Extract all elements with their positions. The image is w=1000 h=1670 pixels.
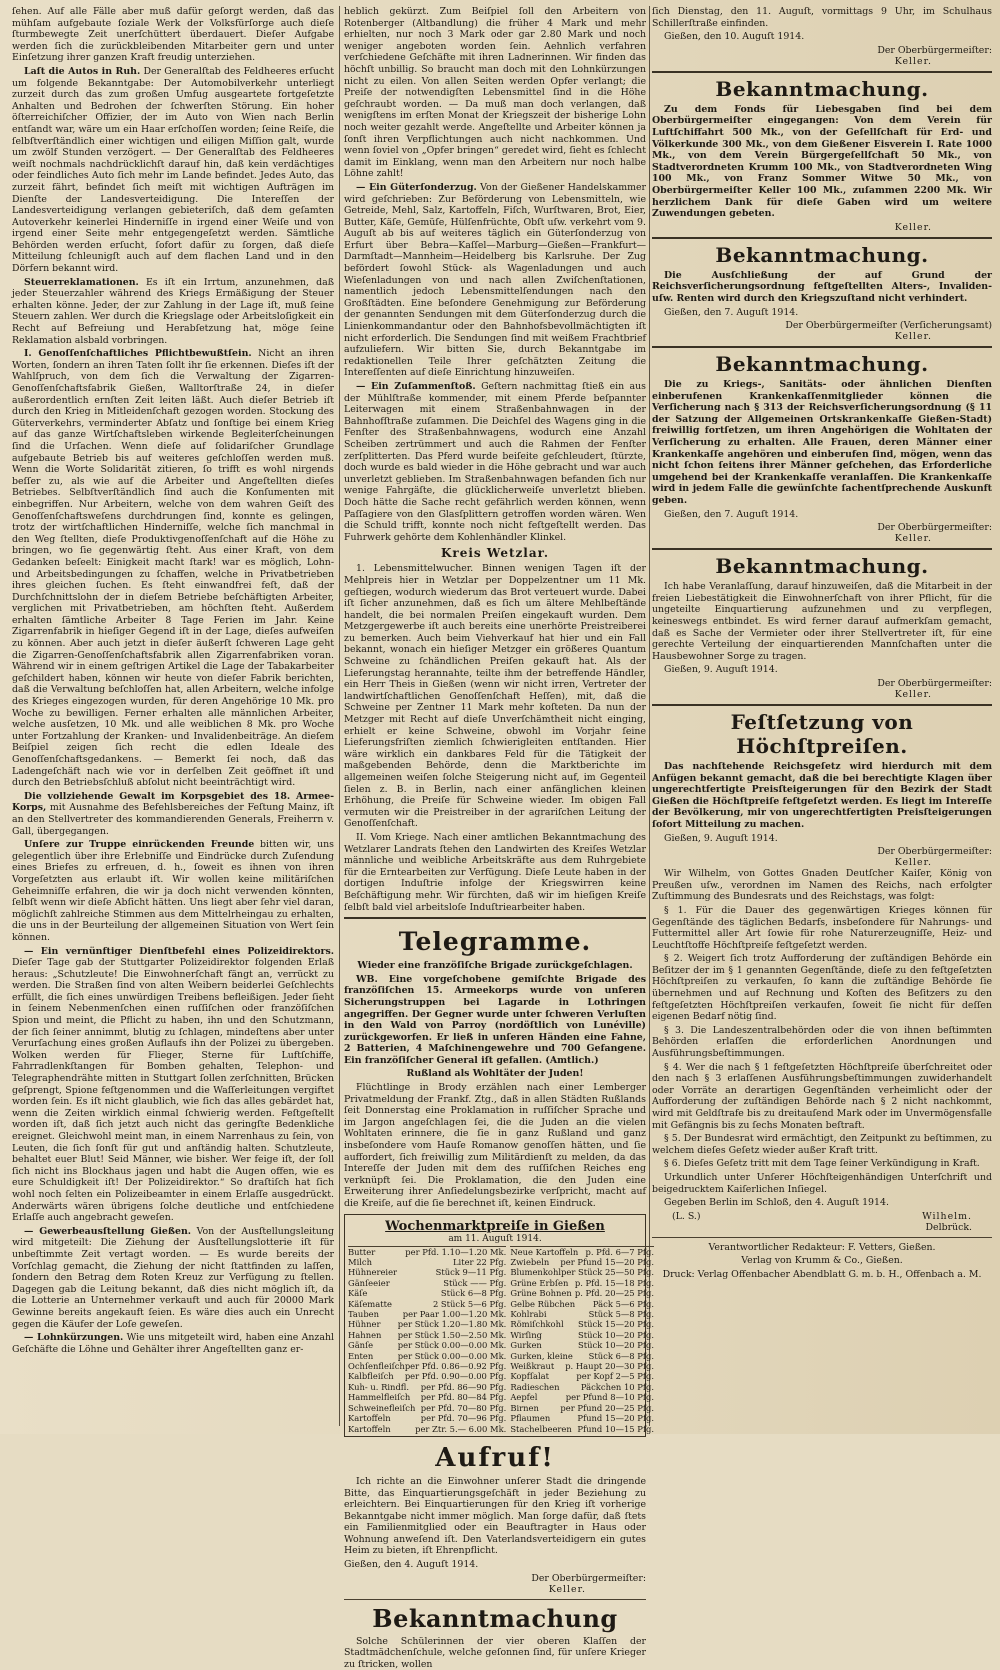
market-price: p. Pfd. 15—18 Pfg. bbox=[574, 1277, 655, 1288]
market-row bbox=[348, 1403, 506, 1413]
market-row bbox=[348, 1247, 506, 1257]
column-rule bbox=[649, 6, 650, 1426]
bekanntmachung-title: Bekanntmachung. bbox=[715, 352, 929, 377]
market-price: Päck 5—6 Pfg. bbox=[592, 1298, 655, 1309]
notice-signature bbox=[652, 678, 992, 700]
market-row bbox=[510, 1330, 654, 1340]
law-text: Gegeben Berlin im Schloß, den 4. Auguſt 1914. bbox=[664, 1197, 889, 1209]
market-row bbox=[510, 1288, 654, 1298]
law-text: § 3. Die Landeszentralbehörden oder die von ihnen beſtimmten Behörden erlaſſen die erforderlichen Anordnungen und Ausführungsbeſtimmungen. bbox=[652, 1024, 992, 1060]
telegram-text: WB. Eine vorgeſchobene gemiſchte Brigade des franzöſiſchen 15. Armeekorps wurde von unſeren Sicherungstruppen bei Lagarde in Lothringen angegriffen. Der Gegner wurde unter ſchweren Verluſten in den Wald von Parroy (nordöſtlich von Lunéville) zurückgeworfen. Er ließ in unſeren Händen eine Fahne, 2 Batterien, 4 Maſchinengewehre und 700 Gefangene. Ein franzöſiſcher General iſt gefallen. (Amtlich.) bbox=[344, 973, 646, 1066]
signature-title: Der Oberbürgermeiſter: bbox=[877, 846, 992, 858]
market-item: Hahnen bbox=[348, 1329, 382, 1340]
law-text: § 5. Der Bundesrat wird ermächtigt, den Zeitpunkt zu beſtimmen, zu welchem dieſes Geſetz wieder außer Kraft tritt. bbox=[652, 1133, 992, 1156]
market-item: Blumenkohl bbox=[510, 1267, 562, 1278]
market-item: Weißkraut bbox=[510, 1361, 555, 1372]
market-item: Gurken, kleine bbox=[510, 1350, 573, 1361]
market-date: am 11. Auguſt 1914. bbox=[448, 1233, 542, 1244]
market-price: per Pfund 20—25 Pfg. bbox=[560, 1402, 655, 1413]
signature-title: Der Oberbürgermeiſter: bbox=[531, 1572, 646, 1584]
column-2 bbox=[344, 6, 655, 1670]
bekanntmachung-text: Ich habe Veranlaſſung, darauf hinzuweiſen, daß die Mitarbeit in der freien Liebestätigkeit die Einwohnerſchaft von ihrer Pflicht, für die ungeteilte Einquartierung aufzunehmen und zu verpflegen, keineswegs entbindet. Es wird ferner darauf aufmerkſam gemacht, daß es Sache der Vermieter oder ihrer Stellvertreter iſt, für eine gerechte Verteilung der einquartierenden Mannſchaften unter die Hausbewohner Sorge zu tragen. bbox=[652, 581, 992, 662]
market-item: Zwiebeln bbox=[510, 1257, 550, 1267]
market-row bbox=[510, 1361, 654, 1371]
market-item: Tauben bbox=[348, 1309, 380, 1320]
divider bbox=[652, 1237, 992, 1238]
article-head: Unſere zur Truppe einrückenden Freunde bbox=[24, 839, 255, 851]
market-item: Kalbfleiſch bbox=[348, 1371, 394, 1382]
law-signature-block bbox=[922, 1211, 972, 1233]
market-item: Pflaumen bbox=[510, 1413, 551, 1424]
article-paragraph: heblich gekürzt. Zum Beiſpiel ſoll den Arbeitern von Rotenberger (Altbandlung) die früher 4 Mark und mehr erhielten, nur noch 3 Mark oder gar 2.80 Mark und noch weniger angeboten worden ſein. Aehnlich verfahren verſchiedene Geſchäfte mit ihren Ladnerinnen. Wir finden das höchſt unbillig. So braucht man doch mit den Lohnkürzungen nicht zu eilen. Von allen Seiten werden Opfer verlangt; die Preiſe der notwendigſten Lebensmittel ſind in die Höhe geſchraubt worden. — Da muß man doch verlangen, daß wenigſtens im erſten Monat der Kriegszeit der bisherige Lohn noch weiter gezahlt werde. Angeſtellte und Arbeiter können ja ſonſt ihren Verpflichtungen auch nicht nachkommen. Und wenn ſoviel von „Opfer bringen“ geredet wird, ſieht es ſchlecht damit im Einklang, wenn man den Arbeitern nur noch halbe Löhne zahlt! bbox=[344, 6, 646, 180]
market-price: Pfund 15—20 Pfg. bbox=[577, 1413, 655, 1424]
market-row bbox=[348, 1299, 506, 1309]
market-row bbox=[348, 1413, 506, 1423]
article-text: Es iſt ein Irrtum, anzunehmen, daß jeder Steuerzahler während des Kriegs Ermäßigung der Steuer erhalten könne. Jeder, der zur Zahlung in der Lage iſt, muß ſeine Steuern zahlen. Wer durch die Kriegslage oder Arbeitsloſigkeit ein Recht auf Befreiung und Herabſetzung hat, möge ſeine Reklamation alsbald vorbringen. bbox=[12, 276, 334, 346]
article-zusammenstoss bbox=[344, 381, 646, 543]
market-price: Stück 6—8 Pfg. bbox=[588, 1350, 655, 1361]
article-autos bbox=[12, 66, 334, 275]
signature-delbrueck: Delbrück. bbox=[925, 1221, 972, 1233]
law-text: § 4. Wer die nach § 1 feſtgeſetzten Höchſtpreiſe überſchreitet oder den nach § 3 erlaſſenen Ausführungsbeſtimmungen zuwiderhandelt oder Vorräte an derartigen Gegenſtänden verheimlicht oder der Aufforderung der zuſtändigen Behörde nach § 2 nicht nachkommt, wird mit Geldſtrafe bis zu dreitauſend Mark oder im Unvermögensfalle mit Gefängnis bis zu ſechs Monaten beſtraft. bbox=[652, 1061, 992, 1131]
market-row bbox=[510, 1299, 654, 1309]
market-row bbox=[510, 1382, 654, 1392]
market-item: Hühnereier bbox=[348, 1267, 398, 1278]
column-rule bbox=[339, 6, 340, 1426]
market-price: per Pfd. 80—84 Pfg. bbox=[420, 1392, 507, 1403]
market-item: Schweinefleiſch bbox=[348, 1402, 416, 1413]
divider bbox=[344, 917, 646, 919]
market-row bbox=[348, 1278, 506, 1288]
market-price: per Stück 1.50—2.50 Mk. bbox=[397, 1329, 507, 1340]
market-row bbox=[510, 1267, 654, 1277]
article-head: Die vollziehende Gewalt im Korpsgebiet des 18. Armee-Korps, bbox=[12, 790, 334, 814]
seal-mark: (L. S.) bbox=[672, 1210, 701, 1222]
bekanntmachung-title: Bekanntmachung. bbox=[715, 242, 929, 267]
market-price: p. Haupt 20—30 Pfg. bbox=[565, 1361, 655, 1372]
market-price: per Ztr. 5.— 6.00 Mk. bbox=[415, 1423, 507, 1434]
market-price: per Pfund 15—20 Pfg. bbox=[560, 1257, 655, 1267]
market-item: Radieschen bbox=[510, 1381, 560, 1392]
market-price: Stück 5—8 Pfg. bbox=[588, 1309, 655, 1320]
notice-date: Gießen, den 10. Auguſt 1914. bbox=[664, 31, 805, 43]
market-item: Römiſchkohl bbox=[510, 1319, 564, 1330]
market-item: Enten bbox=[348, 1350, 374, 1361]
article-text: mit Ausnahme des Befehlsbereiches der Feſtung Mainz, iſt an den Stellvertreter des kommandierenden Generals, Freiherrn v. Gall, übergegangen. bbox=[12, 802, 334, 837]
market-column-right bbox=[510, 1246, 654, 1434]
signature-name: Keller. bbox=[894, 857, 932, 869]
article-freunde bbox=[12, 839, 334, 943]
market-price: per Pfund 8—10 Pfg. bbox=[565, 1392, 655, 1403]
notice-text: ſich Dienstag, den 11. Auguſt, vormittags 9 Uhr, im Schulhaus Schillerſtraße einfinden. bbox=[652, 6, 992, 29]
market-row bbox=[510, 1413, 654, 1423]
law-text: Urkundlich unter Unſerer Höchſteigenhändigen Unterſchrift und beigedrucktem Kaiſerlichen Inſiegel. bbox=[652, 1171, 992, 1195]
market-price: per Pfd. 0.86—0.92 Pfg. bbox=[404, 1361, 507, 1372]
article-head: — Ein Zuſammenſtoß. bbox=[356, 381, 476, 392]
notice-date: Gießen, den 7. Auguſt 1914. bbox=[664, 508, 799, 520]
market-row bbox=[348, 1309, 506, 1319]
bekanntmachung-title: Bekanntmachung. bbox=[715, 554, 929, 579]
article-text: Nicht an ihren Worten, ſondern an ihren Taten ſollt ihr ſie erkennen. Dieſes iſt der Wahlſpruch, von dem ſich die Verwaltung der Zigarren-Genoſſenſchaftsfabrik Gießen, Walltorſtraße 24, in dieſer außerordentlich ernſten Zeit leiten läßt. Auch dieſer Betrieb iſt durch den Krieg in Mitleidenſchaft gezogen worden. Stockung des Güterverkehrs, verminderter Abſatz und ſonſtige bei einem Krieg auf das ganze Wirtſchaftsleben wirkende Begleiterſcheinungen ſind die Urſachen. Wenn dieſe auf ſolidariſcher Grundlage aufgebaute Betrieb bis auf weiteres geſchloſſen werden muß. Wenn die Worte Solidarität zitieren, ſo trifft es wohl nirgends beſſer zu, als wie auf die Arbeiter und Angeſtellten dieſes Betriebes. Selbſtverſtändlich ſind auch die Konſumenten mit einbegriffen. Nur Arbeitern, welche von dem wahren Geiſt des Genoſſenſchaftsweſens durchdrungen ſind, konnte es gelingen, trotz der wirtſchaftlichen Hinderniſſe, welche ſich manchmal in den Weg ſtellten, dieſe Produktivgenoſſenſchaft auf die Höhe zu bringen, wo ſie gegenwärtig ſteht. Aus einer Kraft, von dem Gedanken beſeelt: Einigkeit macht ſtark! war es möglich, Lohn- und Arbeitsbedingungen zu ſchaffen, welche in Privatbetrieben ihres gleichen ſuchen. Es ſteht einwandfrei feſt, daß der Durchſchnittslohn der in dieſem Betriebe beſchäftigten Arbeiter, verglichen mit Privatbetrieben, am höchſten ſteht. Außerdem erhalten ſämtliche Arbeiter 8 Tage Ferien im Jahr. Keine Zigarrenfabrik in hieſiger Gegend iſt in der Lage, dieſes aufweiſen zu können. Aber auch jetzt in dieſer äußerſt ſchweren Lage geht die Zigarren-Genoſſenſchaftsfabrik allen Zigarrenfabriken voran. Während wir in einem geſtrigen Artikel die Lage der Tabakarbeiter geſchildert haben, können wir heute von dieſer Fabrik berichten, daß die Verwaltung beſchloſſen hat, allen Arbeitern, welche infolge des Krieges eingezogen wurden, für deren Angehörige 10 Mk. pro Woche zu bewilligen. Ferner erhalten alle männlichen Arbeiter, welche ausſetzen, 10 Mk. und alle weiblichen 8 Mk. pro Woche unter Fortzahlung der Kranken- und Invalidenbeiträge. An dieſem Beiſpiel zeigen ſich recht die edlen Ideale des Genoſſenſchaftsgedankens. — Bemerkt ſei noch, daß das Ladengeſchäft nach wie vor in derſelben Zeit geöffnet iſt und durch den Betriebsſchluß abſolut nicht beeinträchtigt wird. bbox=[12, 348, 335, 789]
notice-signature bbox=[652, 45, 992, 67]
market-row bbox=[348, 1361, 506, 1371]
divider bbox=[652, 548, 992, 550]
aufruf-signature bbox=[344, 1573, 646, 1595]
market-price: per Pfd. 86—90 Pfg. bbox=[420, 1381, 507, 1392]
market-row bbox=[348, 1392, 506, 1402]
article-head: Laſt die Autos in Ruh. bbox=[24, 65, 141, 77]
law-text: § 1. Für die Dauer des gegenwärtigen Krieges können für Gegenſtände des täglichen Bedarfs, insbeſondere für Nahrungs- und Futtermittel aller Art ſowie für rohe Naturerzeugniſſe, Heiz- und Leuchtſtoffe Höchſtpreiſe feſtgeſetzt werden. bbox=[652, 904, 992, 951]
aufruf-title: Aufruf! bbox=[435, 1442, 555, 1473]
hoechstpreise-title: Feſtſetzung von Höchſtpreiſen. bbox=[730, 709, 914, 758]
divider bbox=[652, 704, 992, 706]
signature-name: Keller. bbox=[894, 533, 932, 545]
hoechstpreise-text: Das nachſtehende Reichsgeſetz wird hierdurch mit dem Anfügen bekannt gemacht, daß die bei berechtigte Klagen über ungerechtfertigte Preisſteigerungen für den Bezirk der Stadt Gießen die Höchſtpreiſe feſtgeſetzt werden. Es liegt im Intereſſe der Bevölkerung, mir von ungerechtfertigten Preisſteigerungen ſofort Mitteilung zu machen. bbox=[652, 760, 992, 830]
imprint-line: Verantwortlicher Redakteur: F. Vetters, Gießen. bbox=[708, 1241, 936, 1253]
market-price: per Stück 1.20—1.80 Mk. bbox=[397, 1319, 507, 1330]
market-row bbox=[348, 1424, 506, 1434]
market-price: Stück —— Pfg. bbox=[443, 1277, 507, 1288]
law-text: Wir Wilhelm, von Gottes Gnaden Deutſcher Kaiſer, König von Preußen uſw., verordnen im Namen des Reichs, nach erfolgter Zuſtimmung des Bundesrats und des Reichstags, was folgt: bbox=[652, 868, 992, 903]
telegram-head: Rußland als Wohltäter der Juden! bbox=[406, 1068, 584, 1080]
article-head: — Gewerbeausſtellung Gießen. bbox=[24, 1225, 192, 1237]
law-signatures bbox=[652, 1211, 992, 1233]
telegram-head: Wieder eine franzöſiſche Brigade zurückgeſchlagen. bbox=[357, 960, 633, 972]
article-head: — Lohnkürzungen. bbox=[24, 1332, 124, 1344]
notice-date: Gießen, den 7. Auguſt 1914. bbox=[664, 306, 799, 318]
divider bbox=[344, 1599, 646, 1600]
signature-title: Der Oberbürgermeiſter (Verſicherungsamt) bbox=[785, 320, 992, 332]
market-row bbox=[348, 1288, 506, 1298]
market-row bbox=[510, 1309, 654, 1319]
market-item: Grüne Erbſen bbox=[510, 1277, 569, 1288]
article-paragraph: ſehen. Auf alle Fälle aber muß dafür geſorgt werden, daß das mühſam aufgebaute ſoziale Werk der Volksfürſorge auch dieſe ſturmbewegte Zeit unerſchüttert überdauert. Dieſer Aufgabe werden ſich die zurückbleibenden Mitarbeiter gern und unter Einſetzung ihrer ganzen Kraft freudig unterziehen. bbox=[12, 6, 334, 64]
signature-name: Keller. bbox=[548, 1583, 586, 1595]
section-kreis-wetzlar: Kreis Wetzlar. bbox=[440, 546, 550, 561]
market-item: Hühner bbox=[348, 1319, 381, 1330]
signature-name: Keller. bbox=[894, 331, 932, 343]
bekanntmachung-text: Zu dem Fonds für Liebesgaben ſind bei dem Oberbürgermeiſter eingegangen: Von dem Verein für Luftſchiffahrt 500 Mk., von der Geſellſchaft für Erd- und Völkerkunde 300 Mk., von dem Gießener Eisverein I. Rate 1000 Mk., von dem Verein Bürgergeſellſchaft 50 Mk., von Stadtverordneten Krumm 100 Mk., von Stadtverordneten Wing 100 Mk., von Franz Sommer Witwe 50 Mk., von Oberbürgermeiſter Keller 100 Mk., zuſammen 2200 Mk. Wir herzlichem Dank für dieſe Gaben wird um weitere Zuwendungen gebeten. bbox=[652, 103, 992, 220]
divider bbox=[652, 71, 992, 73]
market-price: per Stück 25—50 Pfg. bbox=[561, 1267, 655, 1278]
article-head: — Ein Güterſonderzug. bbox=[356, 181, 477, 193]
market-column-left bbox=[348, 1246, 506, 1434]
market-row bbox=[348, 1330, 506, 1340]
signature-name: Keller. bbox=[894, 688, 932, 700]
market-price: Stück 10—20 Pfg. bbox=[578, 1340, 655, 1351]
market-price: Stück 9—11 Pfg. bbox=[435, 1267, 507, 1278]
article-text: Der Generalſtab des Feldheeres erſucht um folgende Bekanntgabe: Der Automobilverkehr unterliegt zurzeit durch das zum großen Umfug ausgeartete fortgeſetzte Anhalten und Bedrohen der ſchwerſten Störung. Ein hoher öſterreichiſcher Offizier, der im Auto von Wien nach Berlin entſandt war, wäre um ein Haar erſchoſſen worden; ſeine Reiſe, die ſelbſtverſtändlich einer wichtigen und eiligen Miſſion galt, wurde um zwölf Stunden verzögert. — Der Generalſtab des Feldheeres weiſt nochmals nachdrücklichſt darauf hin, daß kein verdächtiges oder feindliches Auto ſich mehr im Lande befindet. Jedes Auto, das zurzeit fährt, befindet ſich meiſt mit wichtigen Aufträgen im Dienſte der Landesverteidigung. Die Intereſſen der Landesverteidigung verlangen gebieteriſch, daß dem geſamten Autoverkehr keinerlei Hinderniſſe in irgend einer Weiſe und von irgend einer Seite mehr entgegengeſetzt werden. Sämtliche Behörden werden erſucht, ſofort dafür zu ſorgen, daß dieſe Mitteilung ſchleunigſt auch auf dem flachen Land und in den Dörfern bekannt wird. bbox=[12, 65, 334, 275]
market-item: Kuh- u. Rindfl. bbox=[348, 1381, 410, 1392]
notice-date: Gießen, 9. Auguſt 1914. bbox=[664, 832, 778, 844]
market-item: Wirſing bbox=[510, 1329, 542, 1340]
market-row bbox=[510, 1319, 654, 1329]
market-row bbox=[348, 1319, 506, 1329]
article-gueterzug bbox=[344, 182, 646, 379]
aufruf-date: Gießen, den 4. Auguſt 1914. bbox=[344, 1559, 479, 1571]
market-item: Kartoffeln bbox=[348, 1423, 391, 1434]
market-price: per Paar 1.00—1.20 Mk. bbox=[402, 1309, 507, 1320]
article-steuer bbox=[12, 277, 334, 347]
bekanntmachung-text: Die Ausſchließung der auf Grund der Reichsverſicherungsordnung feſtgeſtellten Alters-, Invaliden- uſw. Renten wird durch den Kriegszuſtand nicht verhindert. bbox=[652, 269, 992, 304]
market-item: Milch bbox=[348, 1257, 373, 1267]
market-item: Stachelbeeren bbox=[510, 1423, 572, 1434]
market-row bbox=[510, 1278, 654, 1288]
signature-name: Keller. bbox=[894, 55, 932, 67]
bekanntmachung-text: Solche Schülerinnen der vier oberen Klaſſen der Stadtmädchenſchule, welche geſonnen ſind, für unſere Krieger zu ſtricken, wollen bbox=[344, 1635, 646, 1670]
market-price: Stück 6—8 Pfg. bbox=[440, 1288, 507, 1299]
article-text: Geſtern nachmittag ſtieß ein aus der Mühlſtraße kommender, mit einem Pferde beſpannter Leiterwagen mit einem Straßenbahnwagen in der Bahnhofſtraße zuſammen. Die Deichſel des Wagens ging in die Fenſter des Straßenbahnwagens, wodurch eine Anzahl Scheiben zertrümmert und auch die Rahmen der Fenſter zerſplitterten. Das Pferd wurde beiſeite geſchleudert, ſtürzte, doch wurde es bald wieder in die Höhe gebracht und war auch unverletzt geblieben. Im Straßenbahnwagen befanden ſich nur wenige Fahrgäſte, die glücklicherweiſe unverletzt blieben. Doch hätte die Sache recht gefährlich werden können, wenn Paſſagiere von den Glasſplittern getroffen worden wären. Wen die Schuld trifft, konnte noch nicht feſtgeſtellt werden. Das Fuhrwerk gehörte dem Kohlenhändler Klinkel. bbox=[344, 381, 646, 543]
divider bbox=[652, 237, 992, 239]
article-text: Dieſer Tage gab der Stuttgarter Polizeidirektor folgenden Erlaß heraus: „Schutzleute! Die Einwohnerſchaft fängt an, verrückt zu werden. Die Straßen ſind von alten Weibern beiderlei Geſchlechts erfüllt, die ſich eines unwürdigen Treibens befleißigen. Jeder ſieht in ſeinem Nebenmenſchen einen ruſſiſchen oder franzöſiſchen Spion und meint, die Pflicht zu haben, ihn und den Schutzmann, der ſich ſeiner annimmt, blutig zu ſchlagen, mindeſtens aber unter Verurſachung eines großen Auflaufs ihn der Polizei zu übergeben. Wolken werden für Flieger, Sterne für Luftſchiffe, Fahrradlenkſtangen für Bomben gehalten, Telephon- und Telegraphendrähte mitten in Stuttgart ſollen zerſchnitten, Brücken geſprengt, Spione feſtgenommen und die Waſſerleitungen vergiftet worden ſein. Es iſt nicht glaublich, wie ſich das alles gebärdet hat, wenn die Zeiten wirklich einmal ſchwierig werden. Feſtgeſtellt worden iſt, daß ſich jetzt auch nicht das geringſte Bedenkliche ereignet. Gleichwohl meint man, in einem Narrenhaus zu ſein, von Leuten, die ſich ſonſt für gut und anſtändig halten. Schutzleute, behaltet euer Blut! Seid Männer, wie bisher. Wer feige iſt, der ſoll ſich nicht ins Blockhaus jagen und habt die Augen offen, wie es eure Schuldigkeit iſt! Der Polizeidirektor.“ So draſtiſch hat ſich wohl noch ſelten ein Polizeibeamter in einem Erlaſſe ausgedrückt. Anderwärts wären übrigens ſolche deutliche und entſchiedene Erlaſſe auch angebracht geweſen. bbox=[12, 957, 334, 1224]
market-price: Pfund 10—15 Pfg. bbox=[577, 1423, 655, 1434]
signature-title: Der Oberbürgermeiſter: bbox=[877, 44, 992, 56]
article-polizei bbox=[12, 946, 334, 1224]
imprint-line: Verlag von Krumm & Co., Gießen. bbox=[741, 1255, 903, 1267]
market-row bbox=[510, 1247, 654, 1257]
notice-signature bbox=[652, 522, 992, 544]
article-head: I. Genoſſenſchaftliches Pflichtbewußtſein. bbox=[24, 348, 252, 360]
signature-kaiser: Wilhelm. bbox=[922, 1210, 972, 1222]
market-item: Kopfſalat bbox=[510, 1371, 549, 1382]
notice-signature bbox=[652, 320, 992, 342]
market-price: Liter 22 Pfg. bbox=[453, 1257, 507, 1267]
market-price: per Pfd. 0.90—0.00 Pfg. bbox=[404, 1371, 507, 1382]
market-item: Birnen bbox=[510, 1402, 539, 1413]
market-price: per Pfd. 70—96 Pfg. bbox=[420, 1413, 507, 1424]
notice-signature bbox=[652, 222, 992, 233]
market-item: Kartoffeln bbox=[348, 1413, 391, 1424]
article-vom-kriege: II. Vom Kriege. Nach einer amtlichen Bekanntmachung des Wetzlarer Landrats ſtehen den Landwirten des Kreiſes Wetzlar männliche und weibliche Arbeitskräfte aus dem Ruhrgebiete für die Erntearbeiten zur Verfügung. Dieſe Leute haben in der dortigen Induſtrie infolge der Kriegswirren keine Beſchäftigung mehr. Wir fürchten, daß wir im hieſigen Kreiſe ſelbſt bald viel arbeitsloſe Induſtriearbeiter haben. bbox=[344, 831, 646, 913]
market-row bbox=[348, 1267, 506, 1277]
market-item: Gelbe Rübchen bbox=[510, 1298, 576, 1309]
market-price: per Kopf 2—5 Pfg. bbox=[576, 1371, 655, 1382]
market-row bbox=[510, 1257, 654, 1267]
market-price: Päckchen 10 Pfg. bbox=[580, 1381, 655, 1392]
aufruf-text: Ich richte an die Einwohner unſerer Stadt die dringende Bitte, das Einquartierungsgeſchäft in jeder Beziehung zu erleichtern. Bei Einquartierungen für den Krieg iſt vorherige Bekanntgabe nicht immer möglich. Man ſorge dafür, daß ſtets ein Familienmitglied oder ein Beauftragter in Haus oder Wohnung anweſend iſt. Den Vaterlandsverteidigern ein gutes Heim zu bieten, iſt Ehrenpflicht. bbox=[344, 1475, 646, 1557]
law-text: § 6. Dieſes Geſetz tritt mit dem Tage ſeiner Verkündigung in Kraft. bbox=[664, 1158, 980, 1170]
market-row bbox=[510, 1351, 654, 1361]
market-price: per Pfd. 70—80 Pfg. bbox=[420, 1402, 507, 1413]
market-item: Käſematte bbox=[348, 1298, 392, 1309]
market-row bbox=[348, 1351, 506, 1361]
market-item: Ochſenfleiſch bbox=[348, 1361, 405, 1372]
market-item: Gänſeeier bbox=[348, 1277, 390, 1288]
bekanntmachung-title: Bekanntmachung. bbox=[715, 76, 929, 101]
signature-name: Keller. bbox=[894, 221, 932, 233]
market-price: per Stück 0.00—0.00 Mk. bbox=[397, 1350, 507, 1361]
telegramme-title: Telegramme. bbox=[398, 927, 592, 957]
column-1 bbox=[12, 6, 334, 1426]
market-row bbox=[510, 1340, 654, 1350]
market-row bbox=[510, 1392, 654, 1402]
article-lohn bbox=[12, 1332, 334, 1355]
market-price: p. Pfd. 6—7 Pfg. bbox=[585, 1246, 655, 1257]
market-item: Gänſe bbox=[348, 1340, 374, 1351]
bekanntmachung-text: Die zu Kriegs-, Sanitäts- oder ähnlichen Dienſten einberufenen Krankenkaſſenmitglieder können die Verſicherung nach § 313 der Reichsverſicherungsordnung (§ 11 der Satzung der Allgemeinen Ortskrankenkaſſe Gießen-Stadt) freiwillig fortſetzen, um ihren Angehörigen die Wohltaten der Verſicherung zu erhalten. Alle Frauen, deren Männer einer Krankenkaſſe angehören und einberufen ſind, mögen, wenn das nicht ſchon ſeitens ihrer Männer geſchehen, das Erforderliche umgehend bei der Krankenkaſſe veranlaſſen. Die Krankenkaſſe wird in jedem Falle die gewünſchte ſachentſprechende Auskunft geben. bbox=[652, 379, 992, 507]
market-row bbox=[348, 1371, 506, 1381]
market-grid bbox=[348, 1246, 655, 1434]
market-price: per Stück 0.00—0.00 Mk. bbox=[397, 1340, 507, 1351]
article-text: Von der Gießener Handelskammer wird geſchrieben: Zur Beförderung von Lebensmitteln, wie Getreide, Mehl, Salz, Kartoffeln, Fiſch, Wurſtwaren, Brot, Eier, Butter, Käſe, Gemüſe, Hülſenfrüchte, Obſt uſw. verkehrt vom 9. Auguſt ab bis auf weiteres täglich ein Güterſonderzug von Erfurt über Bebra—Kaſſel—Marburg—Gießen—Frankfurt—Darmſtadt—Mannheim—Heidelberg bis Karlsruhe. Der Zug befördert ſowohl Stück- als Wagenladungen und auch Wieſenladungen von und nach allen Zwiſchenſtationen, namentlich jedoch Lebensmittelſendungen nach den Großſtädten. Eine beſondere Genehmigung zur Beförderung der genannten Sendungen mit dem Güterſonderzug durch die Linienkommandantur oder den Bahnhofsbevollmächtigten iſt nicht erforderlich. Die Sendungen ſind mit weißem Frachtbrief aufzuliefern. Wir bitten Sie, durch Bekanntgabe im redaktionellen Teile Ihrer geſchätzten Zeitung die Intereſſenten auf dieſe Einrichtung hinzuweiſen. bbox=[344, 181, 646, 379]
market-row bbox=[348, 1257, 506, 1267]
market-row bbox=[348, 1382, 506, 1392]
market-item: Kohlrabi bbox=[510, 1309, 547, 1320]
market-price: 2 Stück 5—6 Pfg. bbox=[432, 1298, 507, 1309]
market-title: Wochenmarktpreiſe in Gießen bbox=[385, 1218, 605, 1234]
market-price: Stück 10—20 Pfg. bbox=[578, 1329, 655, 1340]
imprint-line: Druck: Verlag Offenbacher Abendblatt G. m. b. H., Offenbach a. M. bbox=[662, 1268, 982, 1280]
divider bbox=[652, 346, 992, 348]
market-item: Neue Kartoffeln bbox=[510, 1246, 579, 1257]
telegram-text: Flüchtlinge in Brody erzählen nach einer Lemberger Privatmeldung der Frankf. Ztg., daß in allen Städten Rußlands ſeit Donnerstag eine Proklamation in ruſſiſcher Sprache und im Jargon angeſchlagen ſei, die die Juden an die vielen Wohltaten erinnere, die ſie in ganz Rußland und ganz insbeſondere vom Hauſe Romanow genoſſen hätten, und ſie auffordert, ſich freiwillig zum Militärdienſt zu melden, da das Intereſſe der Juden mit dem des ruſſiſchen Reiches eng verknüpft ſei. Die Proklamation, die den Juden eine Erweiterung ihrer Anſiedelungsbezirke verſpricht, macht auf die Kreiſe, auf die ſie berechnet iſt, keinen Eindruck. bbox=[344, 1082, 646, 1209]
article-head: — Ein vernünftiger Dienſtbefehl eines Polizeidirektors. bbox=[24, 945, 334, 957]
market-price: p. Pfd. 20—25 Pfg. bbox=[574, 1288, 655, 1299]
signature-title: Der Oberbürgermeiſter: bbox=[877, 522, 992, 534]
market-row bbox=[510, 1403, 654, 1413]
market-item: Grüne Bohnen bbox=[510, 1288, 572, 1299]
article-ausstellung bbox=[12, 1226, 334, 1330]
market-row bbox=[510, 1371, 654, 1381]
market-item: Aepfel bbox=[510, 1392, 538, 1403]
law-text: § 2. Weigert ſich trotz Aufforderung der zuſtändigen Behörde ein Beſitzer der im § 1 genannten Gegenſtände, dieſe zu den feſtgeſetzten Höchſtpreiſen zu verkaufen, ſo kann die zuſtändige Behörde ſie übernehmen und auf Rechnung und Koſten des Beſitzers zu den feſtgeſetzten Höchſtpreiſen verkaufen, ſoweit ſie nicht für deſſen eigenen Bedarf nötig ſind. bbox=[652, 953, 992, 1023]
article-head: Steuerreklamationen. bbox=[24, 276, 139, 288]
article-genossenschaft bbox=[12, 348, 334, 789]
market-price: per Pfd. 1.10—1.20 Mk. bbox=[405, 1246, 507, 1257]
article-text: Wie uns mitgeteilt wird, haben eine Anzahl Geſchäfte die Löhne und Gehälter ihrer Angeſtellten ganz er- bbox=[12, 1332, 334, 1355]
market-row bbox=[510, 1424, 654, 1434]
article-gewalt bbox=[12, 791, 334, 837]
notice-signature bbox=[652, 846, 992, 868]
market-row bbox=[348, 1340, 506, 1350]
market-item: Gurken bbox=[510, 1340, 542, 1351]
column-3 bbox=[652, 6, 992, 1426]
article-text: Von der Ausſtellungsleitung wird mitgeteilt: Die Ziehung der Ausſtellungslotterie iſt für unbeſtimmte Zeit vertagt worden. — Es wurde bereits der Vorſchlag gemacht, die Ziehung der nicht ſtattfinden zu laſſen, ſondern den Betrag dem Roten Kreuz zur Verfügung zu ſtellen. Dagegen gab die Leitung bekannt, daß dies nicht möglich iſt, da die Lotterie an Unternehmer verkauft und auch für 20000 Mark Gewinne bereits angekauft ſeien. Es wäre dies auch ein Unrecht gegen die Käufer der Loſe geweſen. bbox=[12, 1225, 335, 1330]
market-item: Hammelfleiſch bbox=[348, 1392, 411, 1403]
market-item: Butter bbox=[348, 1246, 376, 1257]
notice-date: Gießen, 9. Auguſt 1914. bbox=[664, 664, 778, 676]
article-text: bitten wir, uns gelegentlich über ihre Erlebniſſe und Eindrücke durch Zuſendung eines Briefes zu erfreuen, d. h., ſoweit es ihnen von ihren Vorgeſetzten aus erlaubt iſt. Wir wollen keine militäriſchen Geheimniſſe erfahren, die wir ja doch nicht verwenden könnten, ſelbſt wenn wir dieſe Abſicht hätten. Uns liegt aber ſehr viel daran, möglichſt zahlreiche Stimmen aus dem Mittelrheingau zu erhalten, die uns in der Beurteilung der allgemeinen Situation von Wert ſein können. bbox=[12, 839, 334, 943]
signature-title: Der Oberbürgermeiſter: bbox=[877, 677, 992, 689]
market-price: Stück 15—20 Pfg. bbox=[578, 1319, 655, 1330]
market-item: Käſe bbox=[348, 1288, 368, 1299]
market-prices-box bbox=[344, 1214, 655, 1437]
article-wucher: 1. Lebensmittelwucher. Binnen wenigen Tagen iſt der Mehlpreis hier in Wetzlar per Doppelzentner um 11 Mk. geſtiegen, wodurch wiederum das Brot verteuert wurde. Dabei iſt ſicher anzunehmen, daß es ſich um ältere Mehlbeſtände handelt, die bei normalen Preiſen eingekauft wurden. Dem Metzgergewerbe iſt auch bereits eine unerhörte Preistreiberei zu bemerken. Auch beim Viehverkauf hat hier und ein Fall bekannt, wonach ein hieſiger Metzger ein größeres Quantum Schweine zu ſchändlichen Preiſen gekauft hat. Als der Lieferungstag herannahte, teilte ihm der betreffende Händler, ein Herr Theis in Gießen (wenn wir nicht irren, Vertreter der landwirtſchaftlichen Genoſſenſchaft Heſſen), mit, daß die Schweine per Zentner 11 Mark mehr koſteten. Da nun der Metzger mit Recht auf dieſe Unverſchämtheit nicht einging, erhielt er keine Schweine, obwohl im Vorjahr ſeine Lieferungsfriſten ziemlich ſchwierigleiten entſtanden. Hier wäre wirklich ein dankbares Feld für die Tätigkeit der maßgebenden Behörde, denn die Marktberichte im allgemeinen weiſen ſolche Steigerung nicht auf, im Gegenteil ſielen z. B. in Berlin, nach einer anfänglichen kleinen Erhöhung, die Preiſe für Schweine wieder. Im obigen Fall vermuten wir die Preistreiber in der agrariſchen Leitung der Genoſſenſchaft. bbox=[344, 563, 646, 830]
bekanntmachung-title: Bekanntmachung bbox=[372, 1603, 618, 1633]
